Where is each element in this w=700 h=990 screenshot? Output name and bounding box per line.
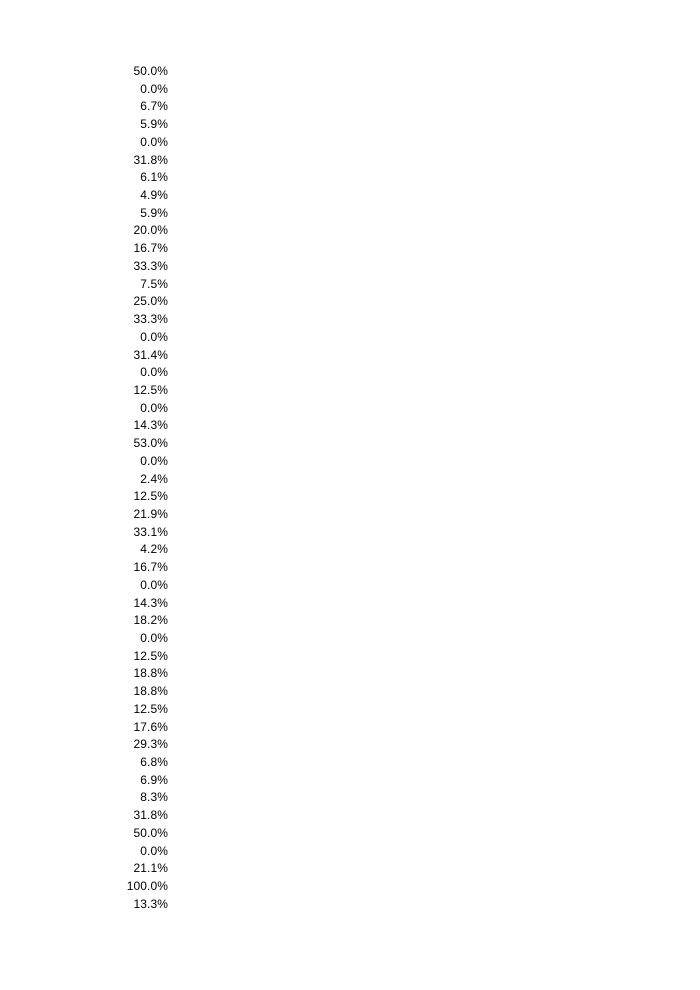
percentage-cell: 25.0% <box>133 294 168 309</box>
percentage-cell: 31.8% <box>133 152 168 167</box>
percentage-cell: 2.4% <box>140 471 168 486</box>
percentage-cell: 31.4% <box>133 347 168 362</box>
percentage-cell: 7.5% <box>140 276 168 291</box>
percentage-cell: 12.5% <box>133 648 168 663</box>
percentage-cell: 18.8% <box>133 684 168 699</box>
percentage-cell: 14.3% <box>133 418 168 433</box>
percentage-cell: 5.9% <box>140 205 168 220</box>
percentage-cell: 16.7% <box>133 560 168 575</box>
percentage-cell: 4.9% <box>140 188 168 203</box>
percentage-cell: 20.0% <box>133 223 168 238</box>
percentage-cell: 4.2% <box>140 542 168 557</box>
percentage-cell: 21.1% <box>133 861 168 876</box>
percentage-cell: 0.0% <box>140 843 168 858</box>
percentage-cell: 18.8% <box>133 666 168 681</box>
percentage-cell: 17.6% <box>133 719 168 734</box>
percentage-cell: 6.1% <box>140 170 168 185</box>
percentage-cell: 33.3% <box>133 312 168 327</box>
percentage-column <box>100 63 168 914</box>
percentage-cell: 0.0% <box>140 81 168 96</box>
percentage-cell: 50.0% <box>133 825 168 840</box>
percentage-cell: 16.7% <box>133 241 168 256</box>
percentage-cell: 18.2% <box>133 613 168 628</box>
percentage-cell: 0.0% <box>140 453 168 468</box>
percentage-cell: 33.3% <box>133 258 168 273</box>
percentage-cell: 12.5% <box>133 489 168 504</box>
percentage-cell: 0.0% <box>140 400 168 415</box>
percentage-cell: 53.0% <box>133 436 168 451</box>
percentage-cell: 5.9% <box>140 117 168 132</box>
percentage-cell: 100.0% <box>126 879 168 894</box>
percentage-cell: 14.3% <box>133 595 168 610</box>
percentage-cell: 6.9% <box>140 772 168 787</box>
percentage-cell: 50.0% <box>133 64 168 78</box>
percentage-cell: 21.9% <box>133 506 168 521</box>
percentage-cell: 12.5% <box>133 701 168 716</box>
percentage-cell: 29.3% <box>133 737 168 752</box>
percentage-cell: 6.7% <box>140 99 168 114</box>
percentage-cell: 0.0% <box>140 577 168 592</box>
percentage-cell: 0.0% <box>140 365 168 380</box>
percentage-cell: 6.8% <box>140 755 168 770</box>
percentage-cell: 0.0% <box>140 631 168 645</box>
percentage-cell: 33.1% <box>133 524 168 539</box>
percentage-cell: 31.8% <box>133 808 168 823</box>
percentage-cell: 13.3% <box>133 896 168 911</box>
percentage-cell: 12.5% <box>133 382 168 397</box>
percentage-cell: 0.0% <box>140 134 168 149</box>
percentage-cell: 8.3% <box>140 790 168 805</box>
percentage-cell: 0.0% <box>140 329 168 344</box>
